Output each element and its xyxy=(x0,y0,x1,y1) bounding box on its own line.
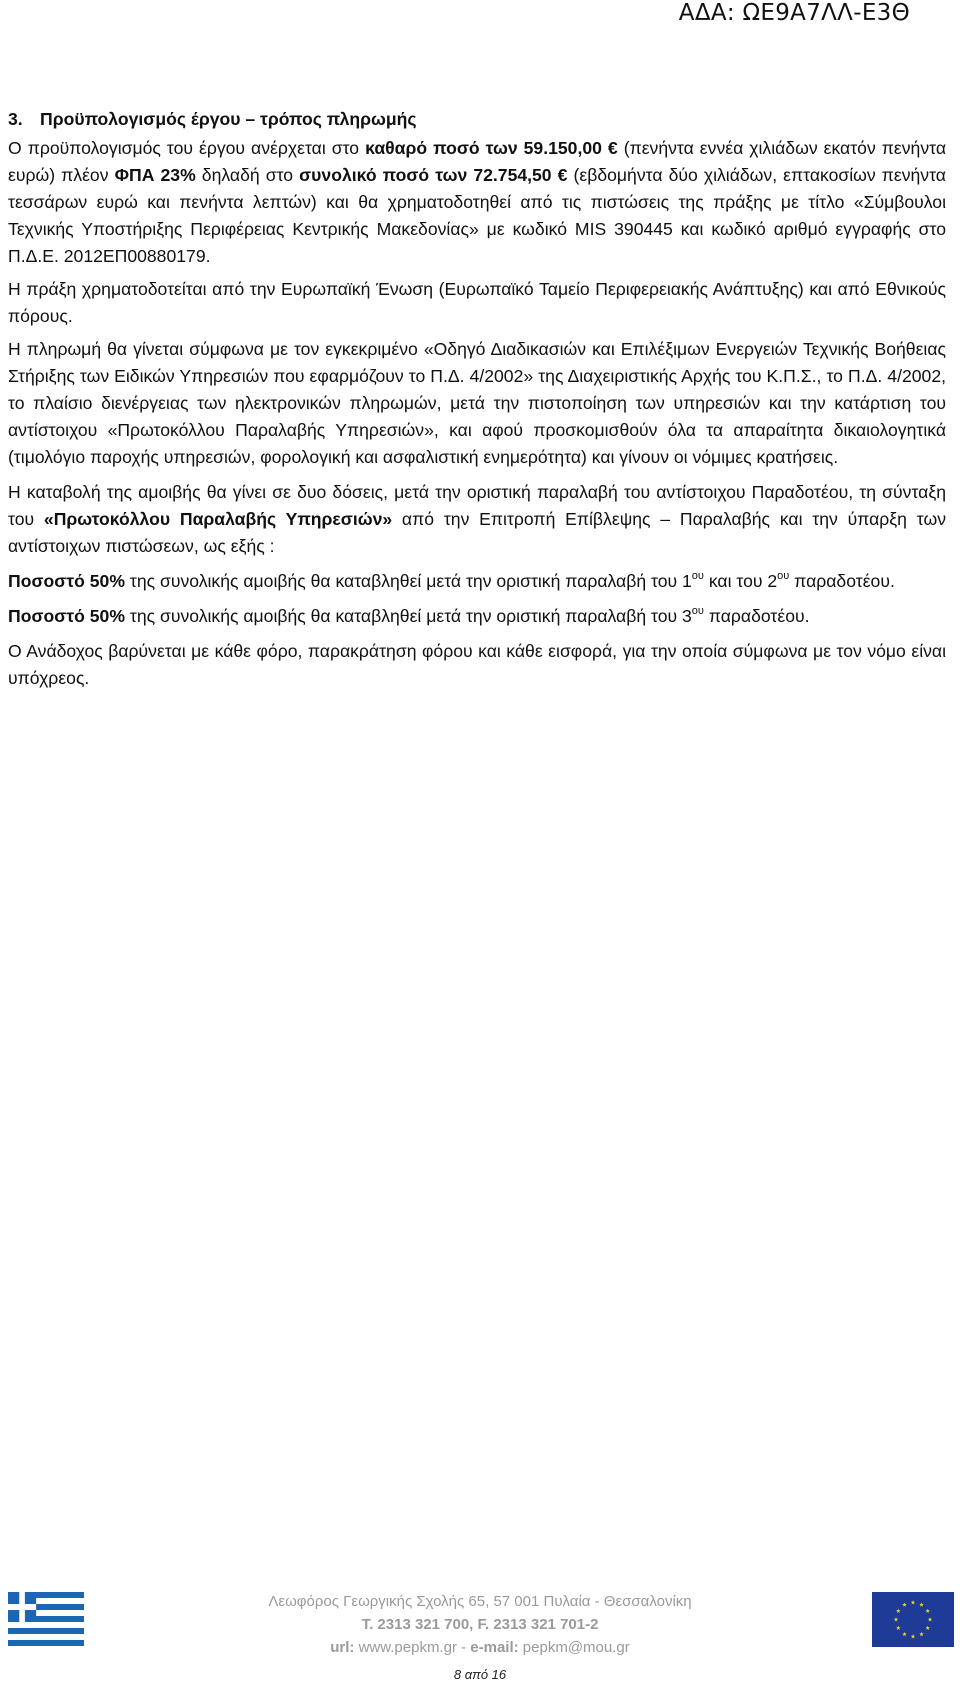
ordinal-1: ου xyxy=(691,570,704,582)
ordinal-2: ου xyxy=(777,570,790,582)
paragraph-budget xyxy=(8,135,946,270)
footer-contact xyxy=(250,1590,710,1659)
budget-text-3: δηλαδή στο xyxy=(195,165,300,185)
url-label: url: xyxy=(330,1639,355,1656)
footer-url: www.pepkm.gr - xyxy=(354,1639,471,1656)
budget-text-1: Ο προϋπολογισμός του έργου ανέρχεται στο xyxy=(8,138,366,158)
greek-flag-icon xyxy=(8,1592,84,1646)
net-amount: καθαρό ποσό των 59.150,00 € xyxy=(365,138,618,158)
installment-1-text-1: της συνολικής αμοιβής θα καταβληθεί μετά την οριστική παραλαβή του 1 xyxy=(124,571,692,591)
section-number: 3. xyxy=(8,109,23,129)
document-body xyxy=(8,106,946,698)
eu-flag-icon xyxy=(872,1592,954,1647)
ordinal-3: ου xyxy=(691,605,704,617)
installment-1-text-3: παραδοτέου. xyxy=(789,571,895,591)
percent-2: Ποσοστό 50% xyxy=(8,606,125,626)
footer-phones: Τ. 2313 321 700, F. 2313 321 701-2 xyxy=(361,1616,599,1633)
installment-1-text-2: και του 2 xyxy=(703,571,778,591)
percent-1: Ποσοστό 50% xyxy=(8,571,125,591)
vat-rate: ΦΠΑ 23% xyxy=(114,165,196,185)
paragraph-installment-1 xyxy=(8,568,946,595)
paragraph-installment-2 xyxy=(8,603,946,630)
email-label: e-mail: xyxy=(470,1639,519,1656)
budget-text-2: (πενήντα εννέα χιλιάδων εκατόν πενήντα ευρώ) πλέον xyxy=(8,138,946,185)
installments-text-1: Η καταβολή της αμοιβής θα γίνει σε δυο δόσεις, μετά την οριστική παραλαβή του αντίστοιχου Παραδοτέου, τη σύνταξη του xyxy=(8,482,946,529)
footer-email: pepkm@mou.gr xyxy=(518,1639,630,1656)
ada-code: ΑΔΑ: ΩΕ9Α7ΛΛ-Ε3Θ xyxy=(678,0,910,26)
protocol-title: «Πρωτοκόλλου Παραλαβής Υπηρεσιών» xyxy=(43,509,393,529)
total-amount: συνολικό ποσό των 72.754,50 € xyxy=(299,165,568,185)
page-number: 8 από 16 xyxy=(453,1667,507,1682)
section-heading xyxy=(8,106,946,133)
footer-web xyxy=(250,1636,710,1659)
paragraph-taxes: Ο Ανάδοχος βαρύνεται με κάθε φόρο, παρακράτηση φόρου και κάθε εισφορά, για την οποία σύμφωνα με τον νόμο είναι υπόχρεος. xyxy=(8,641,946,688)
installment-2-text-2: παραδοτέου. xyxy=(703,606,810,626)
paragraph-funding: Η πράξη χρηματοδοτείται από την Ευρωπαϊκή Ένωση (Ευρωπαϊκό Ταμείο Περιφερειακής Ανάπτυξης) και από Εθνικούς πόρους. xyxy=(8,279,946,326)
footer-address: Λεωφόρος Γεωργικής Σχολής 65, 57 001 Πυλαία - Θεσσαλονίκη xyxy=(268,1593,692,1610)
budget-text-4: (εβδομήντα δύο χιλιάδων, επτακοσίων πενήντα τεσσάρων ευρώ και πενήντα λεπτών) και θα χρηματοδοτηθεί από τις πιστώσεις της πράξης με τίτλο «Σύμβουλοι Τεχνικής Υποστήριξης Περιφέρειας Κεντρικής Μακεδονίας» με κωδικό MIS 390445 και κωδικό αριθμό εγγραφής στο Π.Δ.Ε. 2012ΕΠ00880179. xyxy=(8,165,946,266)
page-footer xyxy=(0,1592,960,1662)
installments-text-2: από την Επιτροπή Επίβλεψης – Παραλαβής και την ύπαρξη των αντίστοιχων πιστώσεων, ως εξής : xyxy=(8,509,946,556)
section-title: Προϋπολογισμός έργου – τρόπος πληρωμής xyxy=(40,109,417,129)
installment-2-text-1: της συνολικής αμοιβής θα καταβληθεί μετά την οριστική παραλαβή του 3 xyxy=(124,606,692,626)
paragraph-installments xyxy=(8,479,946,560)
paragraph-payment: Η πληρωμή θα γίνεται σύμφωνα με τον εγκεκριμένο «Οδηγό Διαδικασιών και Επιλέξιμων Ενεργειών Τεχνικής Βοήθειας Στήριξης των Ειδικών Υπηρεσιών που εφαρμόζουν το Π.Δ. 4/2002» της Διαχειριστικής Αρχής του Κ.Π.Σ., το Π.Δ. 4/2002, το πλαίσιο διενέργειας των ηλεκτρονικών πληρωμών, μετά την πιστοποίηση των υπηρεσιών και την κατάρτιση του αντίστοιχου «Πρωτοκόλλου Παραλαβής Υπηρεσιών», και αφού προσκομισθούν όλα τα απαραίτητα δικαιολογητικά (τιμολόγιο παροχής υπηρεσιών, φορολογική και ασφαλιστική ενημερότητα) και γίνουν οι νόμιμες κρατήσεις. xyxy=(8,339,946,467)
